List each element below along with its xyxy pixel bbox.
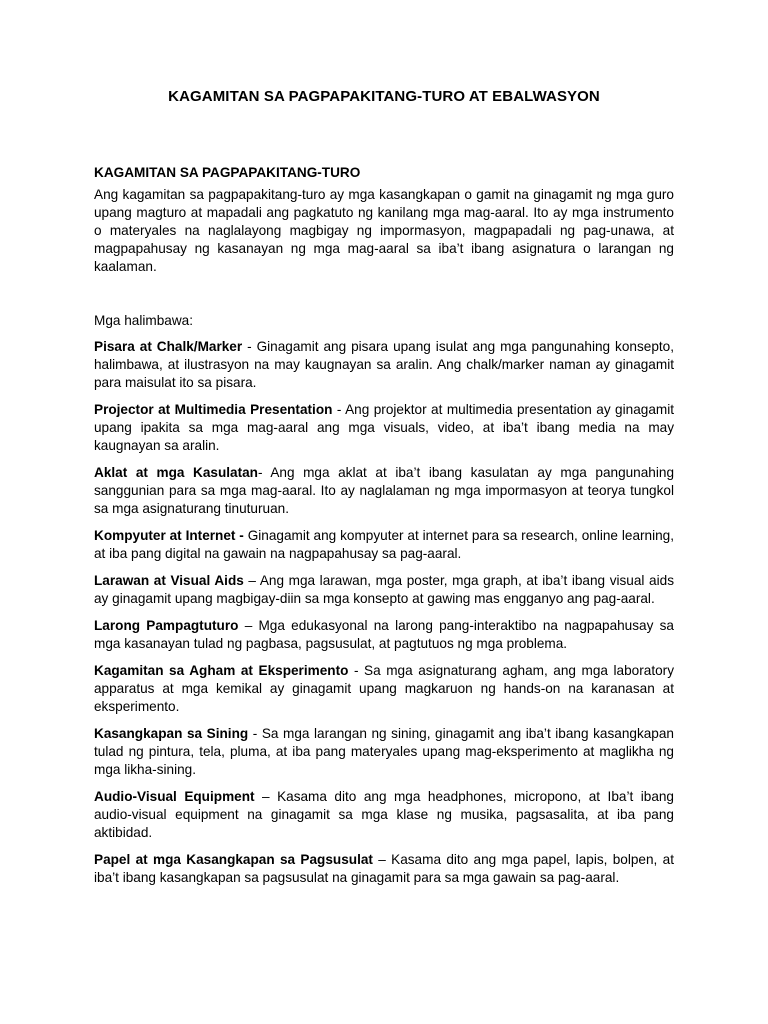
example-sining <box>94 725 674 779</box>
example-description: - Ang mga aklat at iba’t ibang kasulatan ay mga pangunahing sanggunian para sa mga mag-aaral. Ito ay naglalaman ng mga impormasyon at teorya tungkol sa mga asignaturang tinuturuan. <box>94 465 675 516</box>
example-pisara <box>94 338 674 392</box>
example-term: Projector at Multimedia Presentation <box>94 402 333 417</box>
example-term: Larong Pampagtuturo <box>94 618 239 633</box>
section-heading: KAGAMITAN SA PAGPAPAKITANG-TURO <box>94 165 361 180</box>
example-term: Audio-Visual Equipment <box>94 789 255 804</box>
example-term: Pisara at Chalk/Marker <box>94 339 243 354</box>
example-description: - Sa mga larangan ng sining, ginagamit ang iba’t ibang kasangkapan tulad ng pintura, tela, pluma, at iba pang materyales upang mag-eksperimento at maglikha ng mga likha-sining. <box>94 726 674 777</box>
example-aklat <box>94 464 674 518</box>
example-papel <box>94 851 674 887</box>
example-description: Ginagamit ang kompyuter at internet para sa research, online learning, at iba pang digital na gawain na nagpapahusay sa pag-aaral. <box>94 528 675 561</box>
example-term: Larawan at Visual Aids <box>94 573 244 588</box>
intro-paragraph: Ang kagamitan sa pagpapakitang-turo ay mga kasangkapan o gamit na ginagamit ng mga guro upang magturo at mapadali ang pagkatuto ng kanilang mga mag-aaral. Ito ay mga instrumento o materyales na naglalayong magbigay ng impormasyon, magpapadali ng pag-unawa, at magpapahusay ng kasanayan ng mga mag-aaral sa iba’t ibang asignatura o larangan ng kaalaman. <box>94 187 674 274</box>
example-term: Kasangkapan sa Sining <box>94 726 249 741</box>
example-term: Kagamitan sa Agham at Eksperimento <box>94 663 349 678</box>
example-term: Papel at mga Kasangkapan sa Pagsusulat <box>94 852 373 867</box>
example-description: - Ginagamit ang pisara upang isulat ang mga pangunahing konsepto, halimbawa, at ilustrasyon na may kaugnayan sa aralin. Ang chalk/marker naman ay ginagamit para maisulat ito sa pisara. <box>94 339 674 390</box>
example-description: – Ang mga larawan, mga poster, mga graph, at iba’t ibang visual aids ay ginagamit upang magbigay-diin sa mga konsepto at gawing mas engganyo ang pag-aaral. <box>94 573 674 606</box>
example-agham <box>94 662 674 716</box>
example-description: - Ang projektor at multimedia presentation ay ginagamit upang ipakita sa mga mag-aaral ang mga visuals, video, at iba’t ibang media na may kaugnayan sa aralin. <box>94 402 675 453</box>
example-projector <box>94 401 674 455</box>
example-audio-visual <box>94 788 674 842</box>
example-term: Kompyuter at Internet - <box>94 528 244 543</box>
example-larong <box>94 617 674 653</box>
example-description: – Kasama dito ang mga headphones, micropono, at Iba’t ibang audio-visual equipment na ginagamit sa mga klase ng musika, pagsasalita, at iba pang aktibidad. <box>94 789 674 840</box>
example-term: Aklat at mga Kasulatan <box>94 465 258 480</box>
example-description: - Sa mga asignaturang agham, ang mga laboratory apparatus at mga kemikal ay ginagamit upang magkaruon ng hands-on na karanasan at eksperimento. <box>94 663 674 714</box>
example-larawan <box>94 572 674 608</box>
document-title: KAGAMITAN SA PAGPAPAKITANG-TURO AT EBALWASYON <box>168 88 600 105</box>
example-description: – Mga edukasyonal na larong pang-interaktibo na nagpapahusay sa mga kasanayan tulad ng pagbasa, pagsusulat, at pagtutuos ng mga problema. <box>94 618 674 651</box>
example-description: – Kasama dito ang mga papel, lapis, bolpen, at iba’t ibang kasangkapan sa pagsusulat na ginagamit para sa mga gawain sa pag-aaral. <box>94 852 674 885</box>
examples-label: Mga halimbawa: <box>94 313 193 328</box>
example-kompyuter <box>94 527 674 563</box>
